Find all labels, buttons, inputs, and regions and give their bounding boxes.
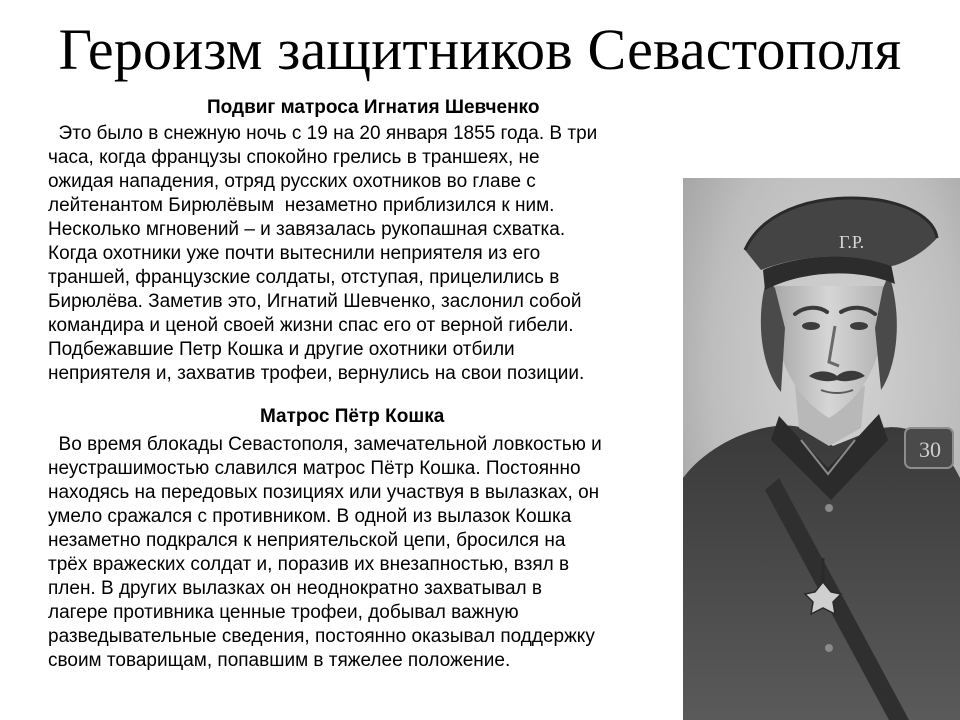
text-line: плен. В других вылазках он неоднократно захватывал в	[48, 578, 543, 599]
text-line: находясь на передовых позициях или участвуя в вылазках, он	[48, 482, 600, 503]
text-line: трёх вражеских солдат и, поразив их внезапностью, взял в	[48, 554, 570, 575]
text-line: умело сражался с противником. В одной из вылазок Кошка	[48, 506, 572, 527]
text-line: Бирюлёва. Заметив это, Игнатий Шевченко, заслонил собой	[48, 291, 582, 312]
cap-badge-text: Г.Р.	[839, 232, 865, 252]
portrait-image	[683, 178, 960, 720]
text-line: ожидая нападения, отряд русских охотников во главе с	[48, 171, 536, 192]
text-line: неприятеля и, захватив трофеи, вернулись на свои позиции.	[48, 363, 585, 384]
text-line: Во время блокады Севастополя, замечательной ловкостью и	[48, 434, 602, 455]
paragraph-koshka	[48, 0, 688, 720]
text-line: Когда охотники уже почти вытеснили неприятеля из его	[48, 243, 541, 264]
text-line: траншей, французские солдаты, отступая, прицелились в	[48, 267, 560, 288]
page-title: Героизм защитников Севастополя	[58, 17, 902, 82]
text-line: незаметно подкрался к неприятельской цепи, бросился на	[48, 530, 566, 551]
text-line: Подбежавшие Петр Кошка и другие охотники отбили	[48, 339, 515, 360]
text-line: лейтенантом Бирюлёвым незаметно приблизился к ним.	[48, 195, 555, 216]
text-line: лагере противника ценные трофеи, добывал важную	[48, 602, 519, 623]
text-line: Это было в снежную ночь с 19 на 20 января 1855 года. В три	[48, 123, 598, 144]
text-line: командира и ценой своей жизни спас его от верной гибели.	[48, 315, 574, 336]
text-line: часа, когда французы спокойно грелись в траншеях, не	[48, 147, 540, 168]
section-heading-koshka: Матрос Пётр Кошка	[260, 406, 445, 427]
text-line: разведывательные сведения, постоянно оказывал поддержку	[48, 626, 595, 647]
text-line: своим товарищам, попавшим в тяжелее положение.	[48, 650, 511, 671]
collar-number: 30	[919, 437, 941, 462]
section-heading-shevchenko: Подвиг матроса Игнатия Шевченко	[207, 97, 540, 118]
text-line: неустрашимостью славился матрос Пётр Кошка. Постоянно	[48, 458, 581, 479]
text-line: Несколько мгновений – и завязалась рукопашная схватка.	[48, 219, 566, 240]
